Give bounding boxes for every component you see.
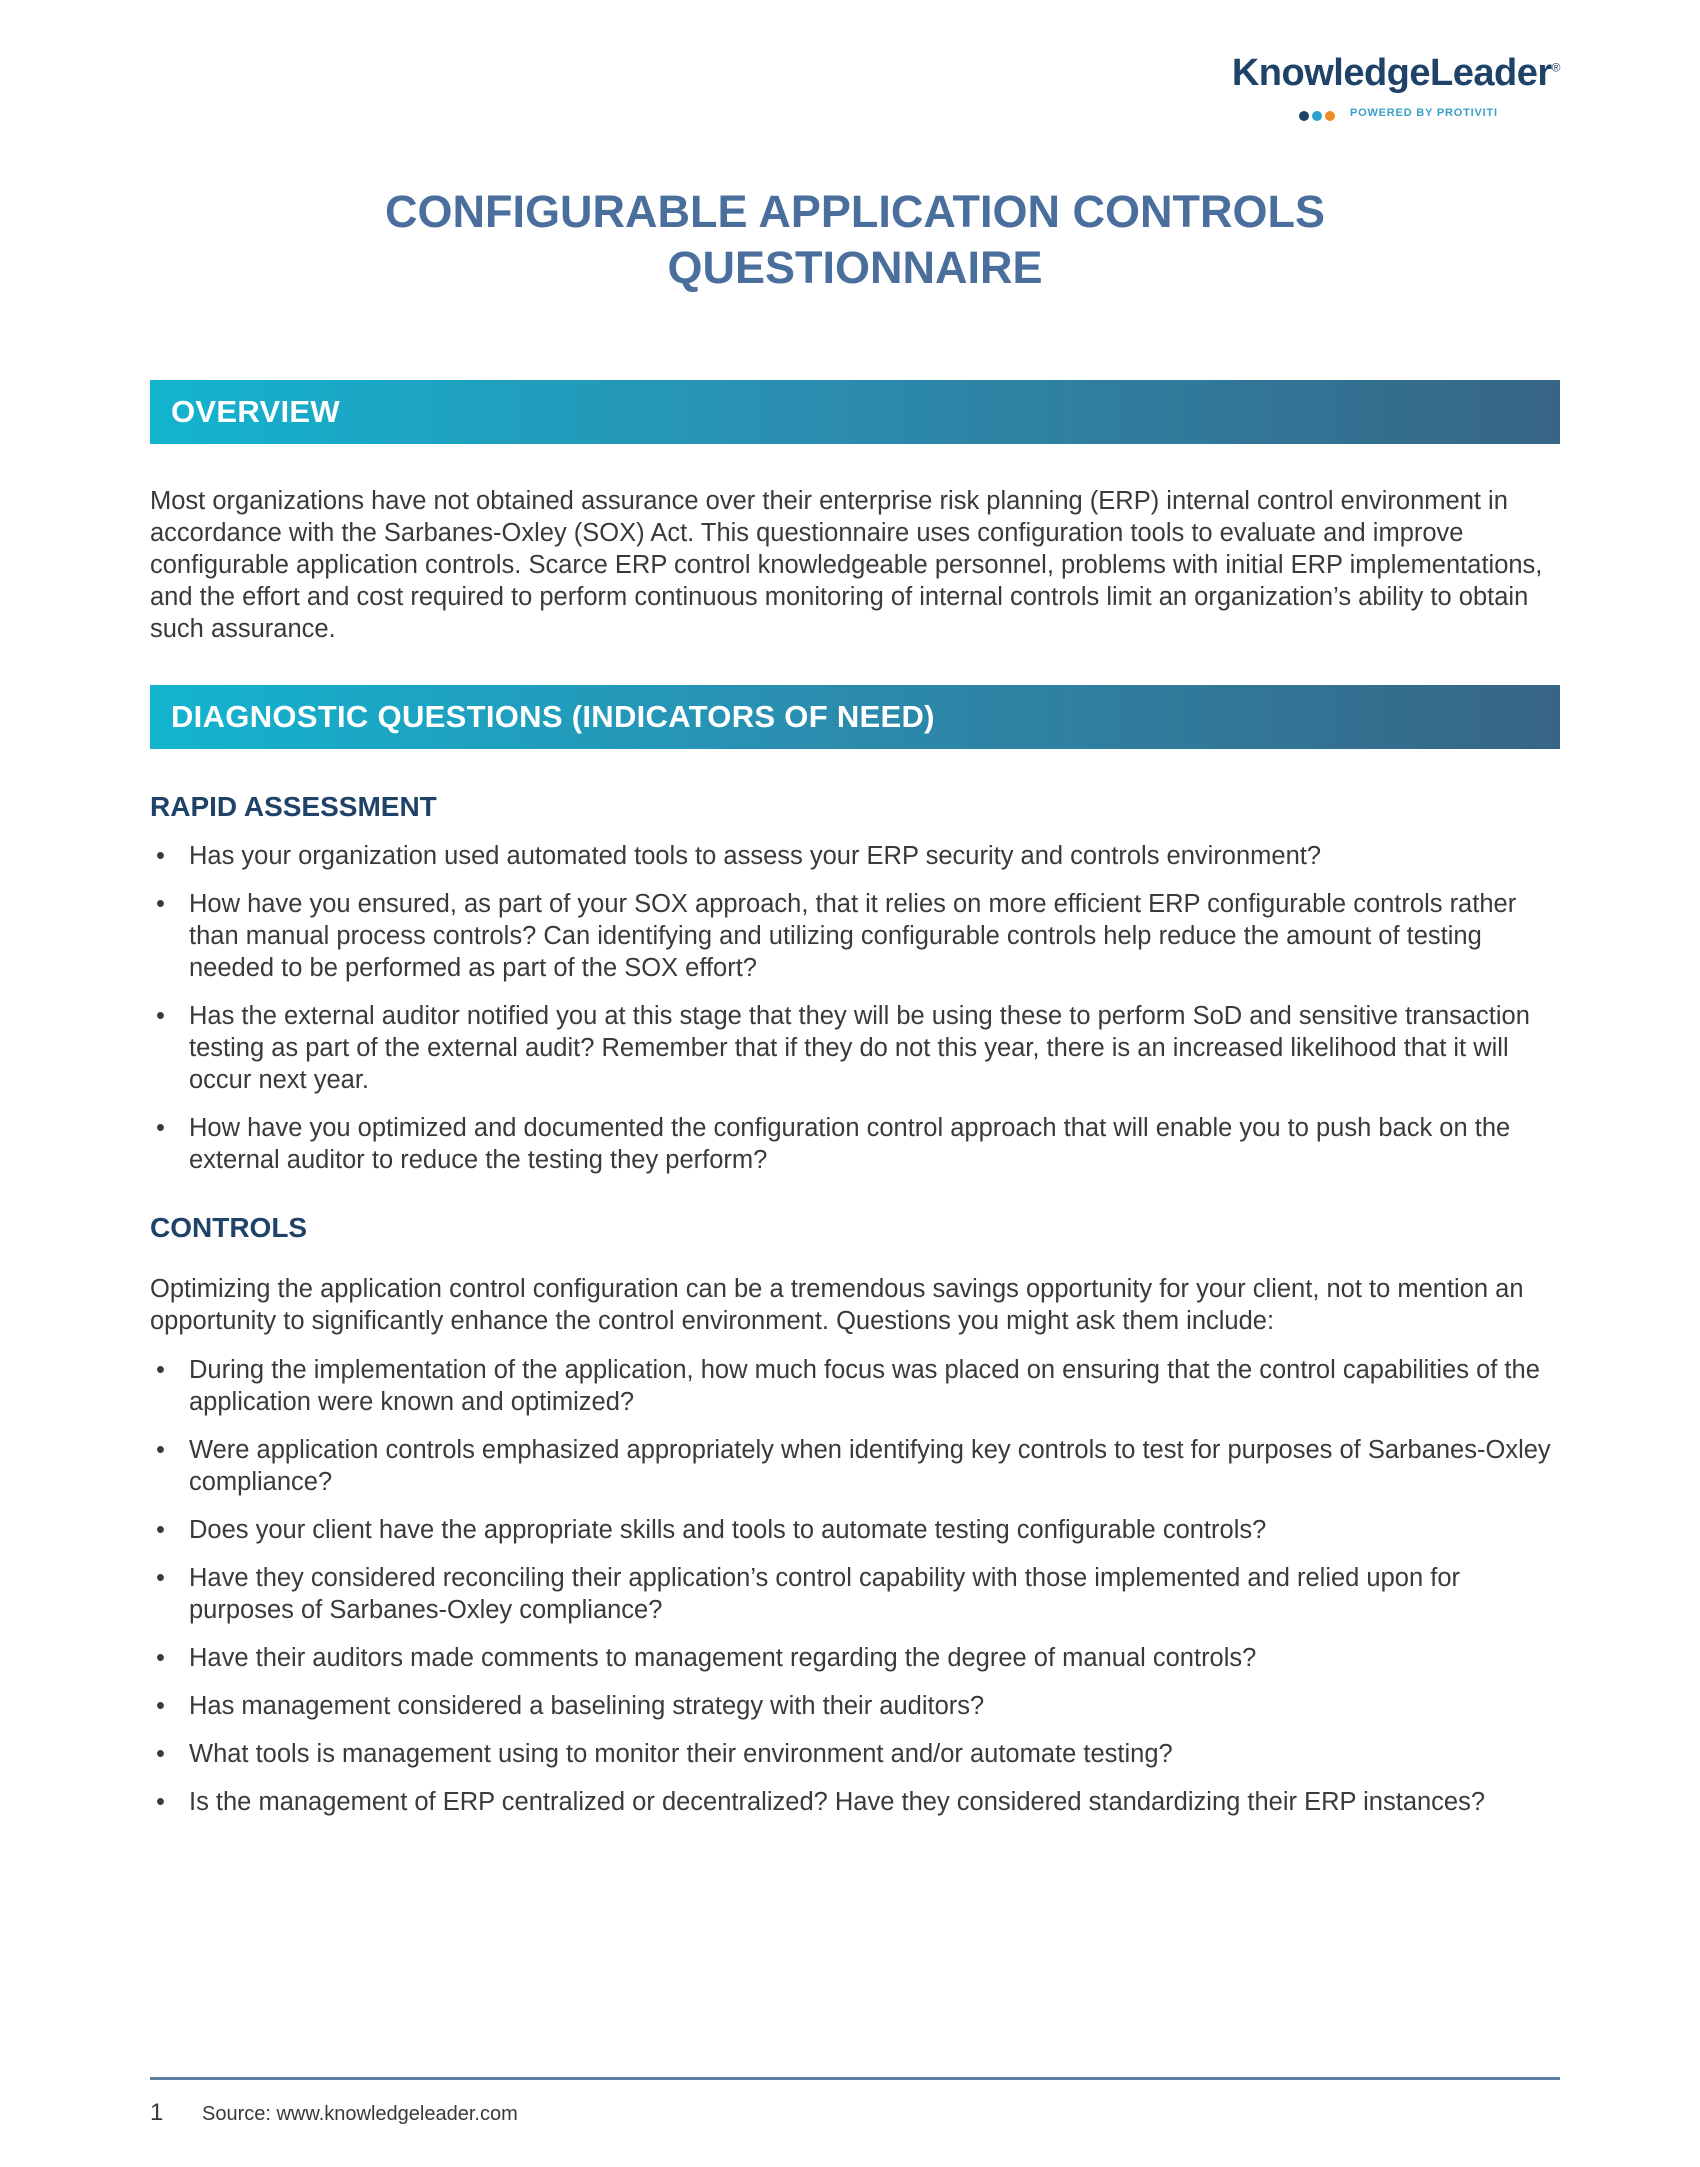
title-line-1: CONFIGURABLE APPLICATION CONTROLS	[385, 186, 1325, 237]
list-item: • Have they considered reconciling their application’s control capability with those implemented and relied upon for purposes of Sarbanes-Oxley compliance?	[156, 1564, 1461, 1624]
logo-tagline: POWERED BY PROTIVITI	[1350, 107, 1498, 119]
page-number: 1	[150, 2099, 164, 2126]
list-item: • Does your client have the appropriate skills and tools to automate testing configurable controls?	[156, 1516, 1267, 1544]
overview-heading: OVERVIEW	[171, 394, 340, 429]
overview-paragraph: Most organizations have not obtained assurance over their enterprise risk planning (ERP) internal control environment in accordance with the Sarbanes-Oxley (SOX) Act. This questionnaire uses configuration tools to evaluate and improve configurable application controls. Scarce ERP control knowledgeable personnel, problems with initial ERP implementations, and the effort and cost required to perform continuous monitoring of internal controls limit an organization’s ability to obtain such assurance.	[150, 487, 1543, 643]
list-item: • During the implementation of the application, how much focus was placed on ensuring that the control capabilities of the application were known and optimized?	[156, 1356, 1540, 1416]
diagnostic-heading: DIAGNOSTIC QUESTIONS (INDICATORS OF NEED)	[171, 699, 935, 734]
rapid-assessment-list	[150, 840, 1560, 1192]
list-item: • Has management considered a baselining strategy with their auditors?	[156, 1692, 985, 1720]
knowledgeleader-logo	[1231, 52, 1560, 124]
controls-heading: CONTROLS	[150, 1212, 308, 1243]
logo-dot-blue	[1312, 111, 1322, 121]
list-item: • How have you optimized and documented the configuration control approach that will enable you to push back on the external auditor to reduce the testing they perform?	[156, 1114, 1511, 1174]
logo-dots-icon	[1299, 108, 1338, 120]
source-link: Source: www.knowledgeleader.com	[202, 2103, 518, 2125]
list-item: • What tools is management using to monitor their environment and/or automate testing?	[156, 1740, 1173, 1768]
logo-dot-orange	[1325, 111, 1335, 121]
list-item: • Has your organization used automated tools to assess your ERP security and controls environment?	[156, 842, 1322, 870]
list-item: • How have you ensured, as part of your SOX approach, that it relies on more efficient ERP configurable controls rather than manual process controls? Can identifying and utilizing configurable controls help reduce the amount of testing needed to be performed as part of the SOX effort?	[156, 890, 1517, 982]
footer-divider	[150, 2077, 1560, 2080]
document-title	[150, 184, 1560, 296]
list-item: • Have their auditors made comments to management regarding the degree of manual controls?	[156, 1644, 1257, 1672]
diagnostic-section-bar	[150, 685, 1560, 749]
logo-wordmark: KnowledgeLeader®	[1231, 52, 1560, 94]
overview-section-bar	[150, 380, 1560, 444]
controls-intro: Optimizing the application control configuration can be a tremendous savings opportunity for your client, not to mention an opportunity to significantly enhance the control environment. Questions you might ask them include:	[150, 1275, 1524, 1335]
controls-list	[150, 1354, 1560, 1834]
rapid-assessment-heading: RAPID ASSESSMENT	[150, 791, 437, 822]
list-item: • Were application controls emphasized appropriately when identifying key controls to test for purposes of Sarbanes-Oxley compliance?	[156, 1436, 1551, 1496]
list-item: • Has the external auditor notified you at this stage that they will be using these to perform SoD and sensitive transaction testing as part of the external audit? Remember that if they do not this year, there is an increased likelihood that it will occur next year.	[156, 1002, 1530, 1094]
list-item: • Is the management of ERP centralized or decentralized? Have they considered standardizing their ERP instances?	[156, 1788, 1486, 1816]
logo-dot-navy	[1299, 111, 1309, 121]
title-line-2: QUESTIONNAIRE	[667, 242, 1043, 293]
